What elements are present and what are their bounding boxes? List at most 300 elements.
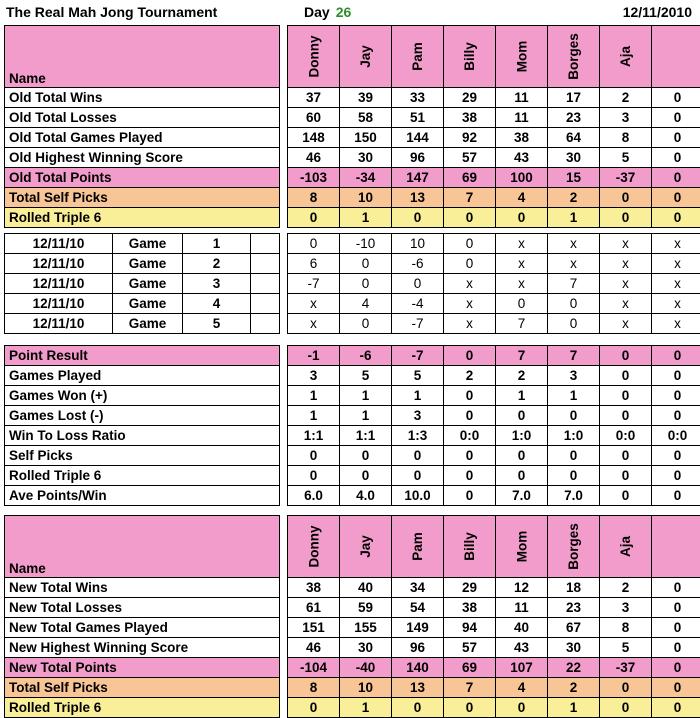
- stat-row: [5, 486, 700, 506]
- value-cell: 23: [548, 108, 600, 128]
- value-cell: 1: [340, 406, 392, 426]
- score-cell: 0: [548, 314, 600, 334]
- player-header-cell: [600, 26, 652, 88]
- score-cell: 0: [444, 254, 496, 274]
- value-cell: 30: [340, 148, 392, 168]
- value-cell: 30: [340, 638, 392, 658]
- score-cell: -7: [288, 274, 340, 294]
- empty-cell: [251, 274, 280, 294]
- player-name: Mom: [514, 41, 529, 73]
- score-cell: 0: [444, 234, 496, 254]
- value-cell: 0: [548, 446, 600, 466]
- game-row: [5, 254, 700, 274]
- score-cell: x: [600, 314, 652, 334]
- value-cell: 96: [392, 638, 444, 658]
- value-cell: 2: [600, 578, 652, 598]
- player-name: Borges: [566, 523, 581, 570]
- row-label: Old Total Points: [5, 168, 280, 188]
- value-cell: 1: [496, 386, 548, 406]
- row-label: Old Highest Winning Score: [5, 148, 280, 168]
- value-cell: 11: [496, 598, 548, 618]
- value-cell: 149: [392, 618, 444, 638]
- value-cell: 0: [600, 466, 652, 486]
- game-number: 5: [183, 314, 251, 334]
- value-cell: 0: [496, 446, 548, 466]
- player-name: Pam: [410, 532, 425, 561]
- value-cell: 1: [548, 386, 600, 406]
- player-name: Mom: [514, 531, 529, 563]
- player-name: Pam: [410, 42, 425, 71]
- value-cell: 7.0: [548, 486, 600, 506]
- value-cell: 0: [600, 486, 652, 506]
- value-cell: 0: [652, 386, 700, 406]
- game-date: 12/11/10: [5, 294, 113, 314]
- column-gap: [280, 148, 288, 168]
- value-cell: 0: [652, 638, 700, 658]
- value-cell: 0:0: [652, 426, 700, 446]
- player-name: Aja: [618, 46, 633, 67]
- games-table: [4, 233, 700, 334]
- column-gap: [280, 678, 288, 698]
- value-cell: -6: [340, 346, 392, 366]
- value-cell: 51: [392, 108, 444, 128]
- row-label: Total Self Picks: [5, 188, 280, 208]
- game-date: 12/11/10: [5, 254, 113, 274]
- value-cell: 107: [496, 658, 548, 678]
- stat-row: [5, 108, 700, 128]
- row-label: New Total Losses: [5, 598, 280, 618]
- value-cell: 0: [652, 148, 700, 168]
- player-name: Donny: [306, 36, 321, 78]
- value-cell: 147: [392, 168, 444, 188]
- value-cell: 2: [444, 366, 496, 386]
- row-label: Rolled Triple 6: [5, 208, 280, 228]
- column-gap: [280, 516, 288, 578]
- row-label: Self Picks: [5, 446, 280, 466]
- value-cell: 57: [444, 148, 496, 168]
- player-header-cell: [652, 26, 700, 88]
- player-name: Donny: [306, 526, 321, 568]
- column-gap: [280, 426, 288, 446]
- score-cell: x: [444, 294, 496, 314]
- game-date: 12/11/10: [5, 274, 113, 294]
- player-header-cell: [392, 26, 444, 88]
- game-label: Game: [113, 254, 183, 274]
- value-cell: 29: [444, 88, 496, 108]
- player-name: Aja: [618, 536, 633, 557]
- stat-row: [5, 148, 700, 168]
- value-cell: 38: [444, 108, 496, 128]
- value-cell: 12: [496, 578, 548, 598]
- score-cell: 0: [340, 254, 392, 274]
- value-cell: 0: [288, 208, 340, 228]
- value-cell: 37: [288, 88, 340, 108]
- score-cell: -10: [340, 234, 392, 254]
- value-cell: 0: [548, 406, 600, 426]
- value-cell: 0: [652, 346, 700, 366]
- value-cell: 57: [444, 638, 496, 658]
- value-cell: -37: [600, 168, 652, 188]
- player-name: Jay: [358, 535, 373, 558]
- name-header: Name: [5, 26, 280, 88]
- value-cell: 38: [444, 598, 496, 618]
- value-cell: 0: [444, 346, 496, 366]
- value-cell: 151: [288, 618, 340, 638]
- value-cell: 0:0: [600, 426, 652, 446]
- score-cell: x: [444, 274, 496, 294]
- value-cell: 0: [496, 698, 548, 718]
- value-cell: 0: [392, 208, 444, 228]
- column-gap: [280, 208, 288, 228]
- score-cell: x: [652, 254, 700, 274]
- value-cell: 5: [392, 366, 444, 386]
- column-gap: [280, 386, 288, 406]
- value-cell: 58: [340, 108, 392, 128]
- value-cell: 46: [288, 148, 340, 168]
- score-cell: x: [652, 234, 700, 254]
- stat-row: [5, 168, 700, 188]
- value-cell: 2: [548, 678, 600, 698]
- game-number: 1: [183, 234, 251, 254]
- value-cell: 3: [600, 108, 652, 128]
- value-cell: 22: [548, 658, 600, 678]
- score-cell: x: [288, 314, 340, 334]
- name-header: Name: [5, 516, 280, 578]
- column-gap: [280, 578, 288, 598]
- value-cell: 3: [288, 366, 340, 386]
- column-gap: [280, 254, 288, 274]
- score-cell: x: [288, 294, 340, 314]
- player-name: Billy: [462, 42, 477, 71]
- value-cell: -40: [340, 658, 392, 678]
- score-cell: x: [548, 234, 600, 254]
- value-cell: 2: [496, 366, 548, 386]
- value-cell: 0: [652, 188, 700, 208]
- stat-row: [5, 678, 700, 698]
- column-gap: [280, 486, 288, 506]
- value-cell: 155: [340, 618, 392, 638]
- column-gap: [280, 658, 288, 678]
- value-cell: 0: [444, 208, 496, 228]
- column-gap: [280, 446, 288, 466]
- value-cell: 0: [652, 88, 700, 108]
- empty-cell: [251, 294, 280, 314]
- value-cell: 148: [288, 128, 340, 148]
- column-gap: [280, 108, 288, 128]
- value-cell: 0: [652, 486, 700, 506]
- value-cell: 8: [600, 618, 652, 638]
- value-cell: -34: [340, 168, 392, 188]
- day-indicator: [304, 4, 351, 20]
- value-cell: 23: [548, 598, 600, 618]
- value-cell: 0: [652, 578, 700, 598]
- value-cell: 1: [548, 208, 600, 228]
- value-cell: 0: [288, 698, 340, 718]
- stat-row: [5, 598, 700, 618]
- stat-row: [5, 638, 700, 658]
- value-cell: 67: [548, 618, 600, 638]
- value-cell: 43: [496, 148, 548, 168]
- value-cell: 33: [392, 88, 444, 108]
- player-header-cell: [600, 516, 652, 578]
- value-cell: 0: [340, 446, 392, 466]
- row-label: New Total Wins: [5, 578, 280, 598]
- value-cell: 3: [548, 366, 600, 386]
- score-cell: x: [496, 274, 548, 294]
- value-cell: 1: [288, 406, 340, 426]
- value-cell: 54: [392, 598, 444, 618]
- stat-row: [5, 386, 700, 406]
- value-cell: 0: [288, 446, 340, 466]
- value-cell: 0: [444, 466, 496, 486]
- game-number: 4: [183, 294, 251, 314]
- value-cell: 11: [496, 108, 548, 128]
- value-cell: 0: [600, 208, 652, 228]
- score-cell: x: [444, 314, 496, 334]
- player-header-cell: [548, 516, 600, 578]
- column-gap: [280, 466, 288, 486]
- value-cell: 0: [288, 466, 340, 486]
- column-gap: [280, 406, 288, 426]
- results-table: [4, 345, 700, 506]
- stat-row: [5, 366, 700, 386]
- empty-cell: [251, 234, 280, 254]
- score-cell: 10: [392, 234, 444, 254]
- row-label: Ave Points/Win: [5, 486, 280, 506]
- game-date: 12/11/10: [5, 314, 113, 334]
- value-cell: 10.0: [392, 486, 444, 506]
- column-gap: [280, 168, 288, 188]
- empty-cell: [251, 254, 280, 274]
- score-cell: x: [600, 234, 652, 254]
- value-cell: 140: [392, 658, 444, 678]
- value-cell: 40: [340, 578, 392, 598]
- row-label: Games Lost (-): [5, 406, 280, 426]
- value-cell: 94: [444, 618, 496, 638]
- player-header-cell: [340, 516, 392, 578]
- score-cell: 0: [496, 294, 548, 314]
- value-cell: 69: [444, 658, 496, 678]
- tournament-title: The Real Mah Jong Tournament: [6, 4, 217, 20]
- player-name: Jay: [358, 45, 373, 68]
- column-gap: [280, 314, 288, 334]
- value-cell: 6.0: [288, 486, 340, 506]
- value-cell: 5: [340, 366, 392, 386]
- value-cell: 10: [340, 188, 392, 208]
- value-cell: 34: [392, 578, 444, 598]
- value-cell: 0: [600, 406, 652, 426]
- value-cell: 0: [652, 366, 700, 386]
- stat-row: [5, 446, 700, 466]
- row-label: Old Total Games Played: [5, 128, 280, 148]
- stat-row: [5, 698, 700, 718]
- value-cell: 46: [288, 638, 340, 658]
- value-cell: 0: [392, 698, 444, 718]
- value-cell: 0: [600, 346, 652, 366]
- stat-row: [5, 578, 700, 598]
- value-cell: 4: [496, 188, 548, 208]
- value-cell: 0: [444, 698, 496, 718]
- player-header-cell: [340, 26, 392, 88]
- value-cell: 0: [392, 466, 444, 486]
- value-cell: 1:1: [288, 426, 340, 446]
- player-header-row: [5, 516, 700, 578]
- player-header-cell: [652, 516, 700, 578]
- empty-cell: [251, 314, 280, 334]
- value-cell: 1:1: [340, 426, 392, 446]
- value-cell: 0: [652, 618, 700, 638]
- value-cell: 0: [652, 128, 700, 148]
- day-number: 26: [336, 4, 352, 20]
- column-gap: [280, 638, 288, 658]
- player-name: Billy: [462, 532, 477, 561]
- value-cell: 30: [548, 148, 600, 168]
- value-cell: 100: [496, 168, 548, 188]
- stat-row: [5, 466, 700, 486]
- player-header-cell: [444, 26, 496, 88]
- value-cell: 7: [496, 346, 548, 366]
- old-totals-table: [4, 25, 700, 228]
- value-cell: 1: [548, 698, 600, 718]
- value-cell: 64: [548, 128, 600, 148]
- column-gap: [280, 26, 288, 88]
- value-cell: 1: [340, 386, 392, 406]
- stat-row: [5, 346, 700, 366]
- value-cell: 61: [288, 598, 340, 618]
- value-cell: 13: [392, 188, 444, 208]
- column-gap: [280, 346, 288, 366]
- value-cell: 0: [496, 208, 548, 228]
- game-date: 12/11/10: [5, 234, 113, 254]
- value-cell: 0: [496, 466, 548, 486]
- value-cell: 0: [496, 406, 548, 426]
- value-cell: 15: [548, 168, 600, 188]
- score-cell: -4: [392, 294, 444, 314]
- value-cell: 7: [444, 678, 496, 698]
- row-label: Rolled Triple 6: [5, 466, 280, 486]
- player-header-cell: [496, 516, 548, 578]
- value-cell: 1: [340, 208, 392, 228]
- score-cell: x: [652, 314, 700, 334]
- value-cell: 0: [600, 446, 652, 466]
- value-cell: 2: [600, 88, 652, 108]
- value-cell: 0: [600, 386, 652, 406]
- value-cell: 39: [340, 88, 392, 108]
- player-header-cell: [392, 516, 444, 578]
- value-cell: 0: [652, 446, 700, 466]
- day-label: Day: [304, 4, 330, 20]
- row-label: New Total Games Played: [5, 618, 280, 638]
- value-cell: 7: [548, 346, 600, 366]
- value-cell: 0: [600, 188, 652, 208]
- value-cell: 4.0: [340, 486, 392, 506]
- value-cell: 7: [444, 188, 496, 208]
- value-cell: 5: [600, 638, 652, 658]
- score-cell: x: [652, 274, 700, 294]
- game-label: Game: [113, 234, 183, 254]
- value-cell: 1: [392, 386, 444, 406]
- score-cell: -7: [392, 314, 444, 334]
- value-cell: 5: [600, 148, 652, 168]
- stat-row: [5, 618, 700, 638]
- game-label: Game: [113, 294, 183, 314]
- value-cell: 150: [340, 128, 392, 148]
- report-date: 12/11/2010: [623, 4, 692, 20]
- value-cell: 0: [600, 678, 652, 698]
- value-cell: 0: [444, 486, 496, 506]
- value-cell: -1: [288, 346, 340, 366]
- value-cell: 40: [496, 618, 548, 638]
- row-label: Rolled Triple 6: [5, 698, 280, 718]
- value-cell: 3: [600, 598, 652, 618]
- score-cell: 7: [548, 274, 600, 294]
- score-cell: x: [652, 294, 700, 314]
- row-label: Win To Loss Ratio: [5, 426, 280, 446]
- game-number: 2: [183, 254, 251, 274]
- game-row: [5, 234, 700, 254]
- row-label: Point Result: [5, 346, 280, 366]
- value-cell: 11: [496, 88, 548, 108]
- score-cell: -6: [392, 254, 444, 274]
- player-header-cell: [548, 26, 600, 88]
- value-cell: 3: [392, 406, 444, 426]
- game-row: [5, 274, 700, 294]
- column-gap: [280, 88, 288, 108]
- stat-row: [5, 88, 700, 108]
- value-cell: 1:3: [392, 426, 444, 446]
- score-cell: 0: [288, 234, 340, 254]
- player-header-cell: [444, 516, 496, 578]
- value-cell: 0: [652, 208, 700, 228]
- value-cell: 0: [444, 386, 496, 406]
- value-cell: -7: [392, 346, 444, 366]
- row-label: Games Won (+): [5, 386, 280, 406]
- score-cell: x: [496, 234, 548, 254]
- stat-row: [5, 658, 700, 678]
- value-cell: 0: [652, 678, 700, 698]
- value-cell: 96: [392, 148, 444, 168]
- value-cell: 2: [548, 188, 600, 208]
- value-cell: 17: [548, 88, 600, 108]
- score-cell: x: [600, 274, 652, 294]
- value-cell: 0: [600, 366, 652, 386]
- stat-row: [5, 128, 700, 148]
- new-totals-table: [4, 515, 700, 718]
- row-label: Old Total Losses: [5, 108, 280, 128]
- column-gap: [280, 234, 288, 254]
- column-gap: [280, 618, 288, 638]
- value-cell: 7.0: [496, 486, 548, 506]
- game-label: Game: [113, 314, 183, 334]
- value-cell: 13: [392, 678, 444, 698]
- stat-row: [5, 208, 700, 228]
- value-cell: 144: [392, 128, 444, 148]
- column-gap: [280, 128, 288, 148]
- score-cell: 6: [288, 254, 340, 274]
- value-cell: 30: [548, 638, 600, 658]
- value-cell: 0: [652, 168, 700, 188]
- score-cell: 0: [548, 294, 600, 314]
- value-cell: 0: [548, 466, 600, 486]
- score-cell: x: [600, 294, 652, 314]
- row-label: New Highest Winning Score: [5, 638, 280, 658]
- value-cell: 0: [652, 598, 700, 618]
- value-cell: 0:0: [444, 426, 496, 446]
- column-gap: [280, 294, 288, 314]
- score-cell: x: [496, 254, 548, 274]
- value-cell: 1: [340, 698, 392, 718]
- stat-row: [5, 188, 700, 208]
